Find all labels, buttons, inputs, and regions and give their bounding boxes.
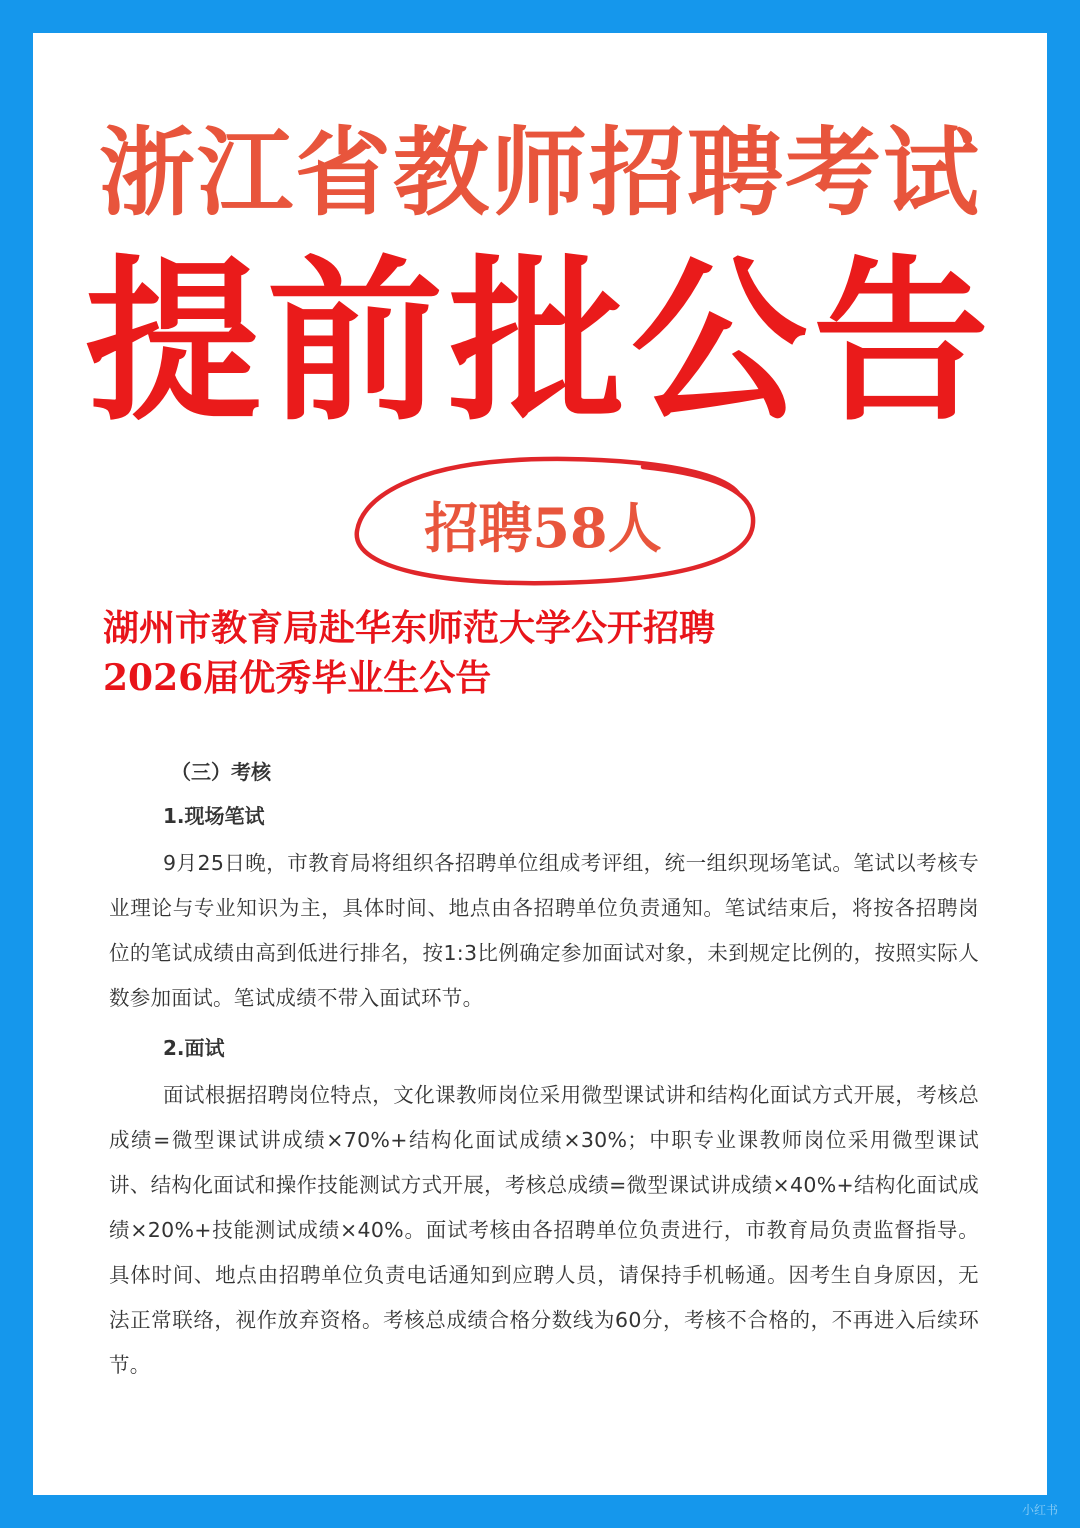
watermark-logo: 小红书 <box>1021 1503 1058 1517</box>
interview-heading: 2.面试 <box>163 1036 225 1060</box>
headline-line1: 浙江省教师招聘考试 <box>99 117 981 229</box>
announcement-title-line2: 2026届优秀毕业生公告 <box>103 657 492 699</box>
interview-paragraph: 面试根据招聘岗位特点，文化课教师岗位采用微型课试讲和结构化面试方式开展，考核总成绩=微型课试讲成绩×70%+结构化面试成绩×30%；中职专业课教师岗位采用微型课试讲、结构化面试和操作技能测试方式开展，考核总成绩=微型课试讲成绩×40%+结构化面试成绩×20%+技能测试成绩×40%。面试考核由各招聘单位负责进行，市教育局负责监督指导。具体时间、地点由招聘单位负责电话通知到应聘人员，请保持手机畅通。因考生自身原因，无法正常联络，视作放弃资格。考核总成绩合格分数线为60分，考核不合格的，不再进入后续环节。 <box>109 1083 979 1377</box>
headline-line2: 提前批公告 <box>84 240 995 445</box>
section-heading: （三）考核 <box>171 760 271 784</box>
written-exam-heading: 1.现场笔试 <box>163 804 265 828</box>
announcement-title <box>103 603 1003 703</box>
announcement-title-line1: 湖州市教育局赴华东师范大学公开招聘 <box>103 607 716 649</box>
document-excerpt <box>109 755 979 1388</box>
recruit-count-badge: 招聘58人 <box>424 496 662 560</box>
poster-card <box>33 33 1047 1495</box>
written-exam-paragraph: 9月25日晚，市教育局将组织各招聘单位组成考评组，统一组织现场笔试。笔试以考核专业理论与专业知识为主，具体时间、地点由各招聘单位负责通知。笔试结束后，将按各招聘岗位的笔试成绩由高到低进行排名，按1:3比例确定参加面试对象，未到规定比例的，按照实际人数参加面试。笔试成绩不带入面试环节。 <box>109 851 979 1010</box>
